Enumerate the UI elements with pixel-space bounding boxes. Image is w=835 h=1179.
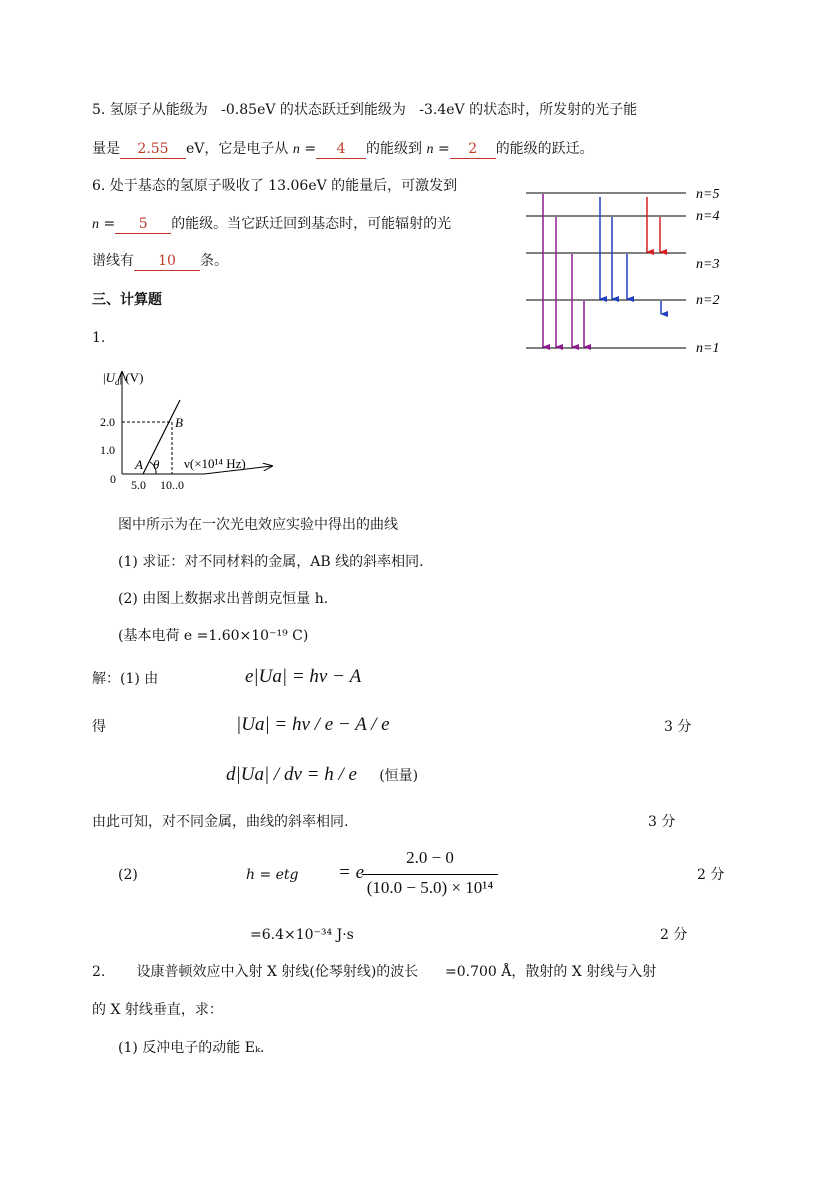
q1-part2: (2) 由图上数据求出普朗克恒量 h. <box>118 591 329 607</box>
equation-3-note: (恒量) <box>379 768 419 784</box>
score-2: 3 分 <box>648 814 676 830</box>
level-label-n1: n=1 <box>696 341 720 356</box>
y-axis-label: $|U_a|$ (V) <box>103 370 144 387</box>
q5-line2: 量是 2.55 eV，它是电子从 n = 4 的能级到 n = 2 的能级的跃迁。 <box>92 141 594 157</box>
y-tick-2: 2.0 <box>100 415 115 429</box>
equation-2: |Ua| = hν / e − A / e <box>236 714 390 735</box>
line-ab <box>143 400 180 474</box>
x-axis-label: ν(×10¹⁴ Hz) <box>184 456 246 471</box>
energy-level-diagram <box>520 180 740 365</box>
q1-charge-note: (基本电荷 e =1.60×10⁻¹⁹ C) <box>118 628 309 644</box>
point-a-label: A <box>135 457 143 472</box>
x-tick-10: 10..0 <box>160 478 184 492</box>
photoelectric-graph <box>96 362 286 492</box>
q1-part1: (1) 求证：对不同材料的金属，AB 线的斜率相同. <box>118 554 424 570</box>
score-3: 2 分 <box>697 867 725 883</box>
equation-3: d|Ua| / dν = h / e <box>226 764 357 785</box>
q5-line1: 5. 氢原子从能级为 -0.85eV 的状态跃迁到能级为 -3.4eV 的状态时，所发射的光子能 <box>92 102 638 118</box>
answer-blank-energy: 2.55 <box>120 140 186 159</box>
equation-3-row <box>226 765 418 786</box>
fraction-denominator: (10.0 − 5.0) × 10¹⁴ <box>366 878 494 897</box>
angle-label: θ <box>153 457 160 472</box>
equation-1: e|Ua| = hν − A <box>245 666 362 687</box>
score-4: 2 分 <box>660 927 688 943</box>
level-label-n3: n=3 <box>696 257 720 272</box>
q6-line1: 6. 处于基态的氢原子吸收了 13.06eV 的能量后，可激发到 <box>92 178 458 194</box>
answer-blank-n-to: 2 <box>450 140 496 159</box>
answer-blank-lines: 10 <box>134 252 200 271</box>
part2-label: (2) <box>118 867 138 883</box>
score-1: 3 分 <box>664 719 692 735</box>
question-number: 1. <box>92 330 106 346</box>
answer-blank-n: 5 <box>115 215 171 234</box>
equation-4-left: h = etg <box>246 867 299 883</box>
fraction-numerator: 2.0 − 0 <box>406 848 454 867</box>
derive-label: 得 <box>92 719 106 735</box>
point-b-label: B <box>175 415 183 430</box>
x-tick-5: 5.0 <box>131 478 146 492</box>
q2-line1: 2. 设康普顿效应中入射 X 射线(伦琴射线)的波长 =0.700 Å，散射的 X 射线与入射 <box>92 964 657 980</box>
q1-description: 图中所示为在一次光电效应实验中得出的曲线 <box>118 517 398 533</box>
level-label-n5: n=5 <box>696 187 720 202</box>
fraction-bar <box>362 874 498 875</box>
result: =6.4×10⁻³⁴ J·s <box>250 927 354 943</box>
q2-part1: (1) 反冲电子的动能 Eₖ. <box>118 1040 265 1056</box>
answer-blank-n-from: 4 <box>316 140 366 159</box>
section-title: 三、计算题 <box>92 292 162 308</box>
q2-line2: 的 X 射线垂直，求： <box>92 1002 223 1018</box>
level-label-n4: n=4 <box>696 209 720 224</box>
equation-4-mid: = e <box>338 862 365 883</box>
q6-line2: n = 5 的能级。当它跃迁回到基态时，可能辐射的光 <box>92 216 452 232</box>
solution-label: 解：(1) 由 <box>92 671 159 687</box>
level-label-n2: n=2 <box>696 293 720 308</box>
conclusion: 由此可知，对不同金属，曲线的斜率相同. <box>92 814 349 830</box>
y-tick-0: 0 <box>110 472 116 486</box>
q6-line3: 谱线有 10 条。 <box>92 253 228 269</box>
y-tick-1: 1.0 <box>100 443 115 457</box>
